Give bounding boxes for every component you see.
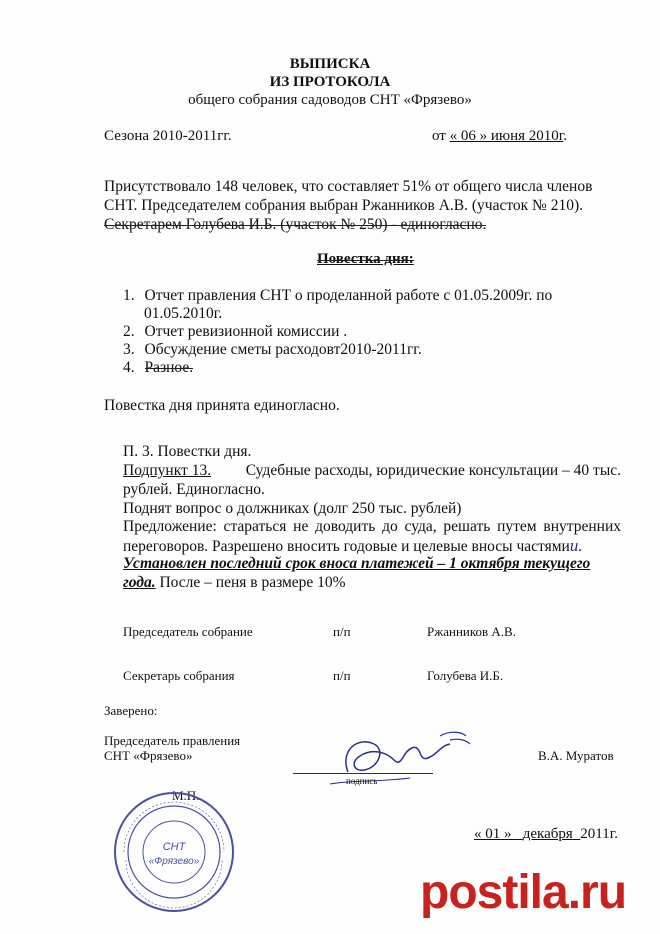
proposal-line-1: Предложение: стараться не доводить до суда, решать путем внутренних (123, 518, 621, 535)
date-value: « 06 » июня 2010г (449, 128, 564, 144)
agenda-item-3 (123, 341, 422, 359)
doc-title-line2: ИЗ ПРОТОКОЛА (269, 74, 391, 90)
chair-name: Ржанников А.В. (427, 624, 516, 639)
signature-line (293, 773, 433, 774)
chair-role: Председатель собрание (123, 624, 253, 639)
agenda-heading (317, 251, 414, 268)
deadline-text: Установлен последний срок вноса платежей – 1 октября текущего (123, 555, 591, 572)
stamp-center-top: СНТ (162, 841, 186, 853)
subpoint-13-line-2: рублей. Единогласно. (123, 481, 265, 498)
subpoint-text: Судебные расходы, юридические консультации – 40 тыс. (245, 462, 621, 479)
agenda-item-1 (123, 287, 552, 305)
agenda-item-text: Разное. (144, 359, 194, 376)
agenda-item-4 (123, 359, 193, 377)
agenda-item-2 (123, 323, 347, 341)
date-day: 01 (485, 826, 501, 842)
season-label: Сезона 2010-2011гг. (104, 128, 232, 144)
organization-stamp (112, 790, 236, 914)
agenda-item-1-cont: 01.05.2010г. (144, 305, 223, 322)
section-p3: П. 3. Повестки дня. (123, 443, 252, 460)
proposal-line-2 (123, 536, 621, 556)
doc-title-line1: ВЫПИСКА (289, 56, 371, 72)
proposal-line-2-text: переговоров. Разрешено вносить годовые и целевые вносы частями (123, 538, 570, 555)
agenda-item-number: 2. (123, 323, 135, 340)
chair-pp: п/п (333, 624, 351, 639)
attendance-line-3 (104, 216, 486, 234)
agenda-item-text: Обсуждение сметы расходовт2010-2011гг. (144, 341, 422, 358)
stamp-center-bottom: «Фрязево» (148, 856, 200, 867)
deadline-rest: После – пеня в размере 10% (159, 574, 346, 591)
certifier-role-2: СНТ «Фрязево» (104, 748, 193, 763)
secretary-pp: п/п (333, 668, 351, 683)
handwritten-addition: и. (569, 536, 583, 555)
attendance-line-3-text: Секретарем Голубева И.Б. (участок № 250) - единогласно. (104, 216, 487, 233)
attendance-line-2: СНТ. Председателем собрания выбран Ржанников А.В. (участок № 210). (104, 197, 584, 214)
certifier-name: В.А. Муратов (538, 748, 614, 763)
meeting-date (432, 128, 567, 145)
agenda-item-text: Отчет правления СНТ о проделанной работе с 01.05.2009г. по (144, 287, 553, 304)
attendance-line-1: Присутствовало 148 человек, что составляет 51% от общего числа членов (104, 178, 593, 195)
agenda-item-number: 3. (123, 341, 135, 358)
date-month: декабря (522, 826, 573, 842)
debtors-line: Поднят вопрос о должниках (долг 250 тыс. рублей) (123, 500, 462, 517)
secretary-role: Секретарь собрания (123, 668, 235, 683)
agenda-item-number: 1. (123, 287, 135, 304)
postila-watermark (420, 860, 650, 924)
doc-subtitle: общего собрания садоводов СНТ «Фрязево» (188, 92, 472, 108)
date-suffix: . (563, 128, 567, 144)
deadline-word: года. (123, 574, 156, 591)
agenda-accepted: Повестка дня принята единогласно. (104, 397, 340, 414)
deadline-line-1 (123, 555, 621, 573)
postila-watermark-text: postila.ru (420, 866, 627, 919)
subpoint-label: Подпункт 13. (123, 462, 212, 479)
date-year: 2011г. (580, 826, 618, 842)
seal-place-label: М.П. (172, 788, 200, 803)
certifier-role-1: Председатель правления (104, 733, 241, 748)
date-prefix: от (432, 128, 446, 144)
deadline-line-2 (123, 574, 346, 592)
certification-date: « 01 » декабря 2011г. (474, 826, 618, 842)
certified-label: Заверено: (104, 703, 158, 718)
postila-watermark-graphic (420, 860, 650, 924)
handwritten-signature (290, 722, 480, 792)
agenda-item-text: Отчет ревизионной комиссии . (144, 323, 348, 340)
subpoint-13-line (123, 462, 621, 480)
secretary-name: Голубева И.Б. (427, 668, 504, 683)
agenda-item-number: 4. (123, 359, 135, 376)
agenda-heading-text: Повестка дня: (317, 251, 414, 267)
signature-caption: подпись (346, 776, 378, 786)
